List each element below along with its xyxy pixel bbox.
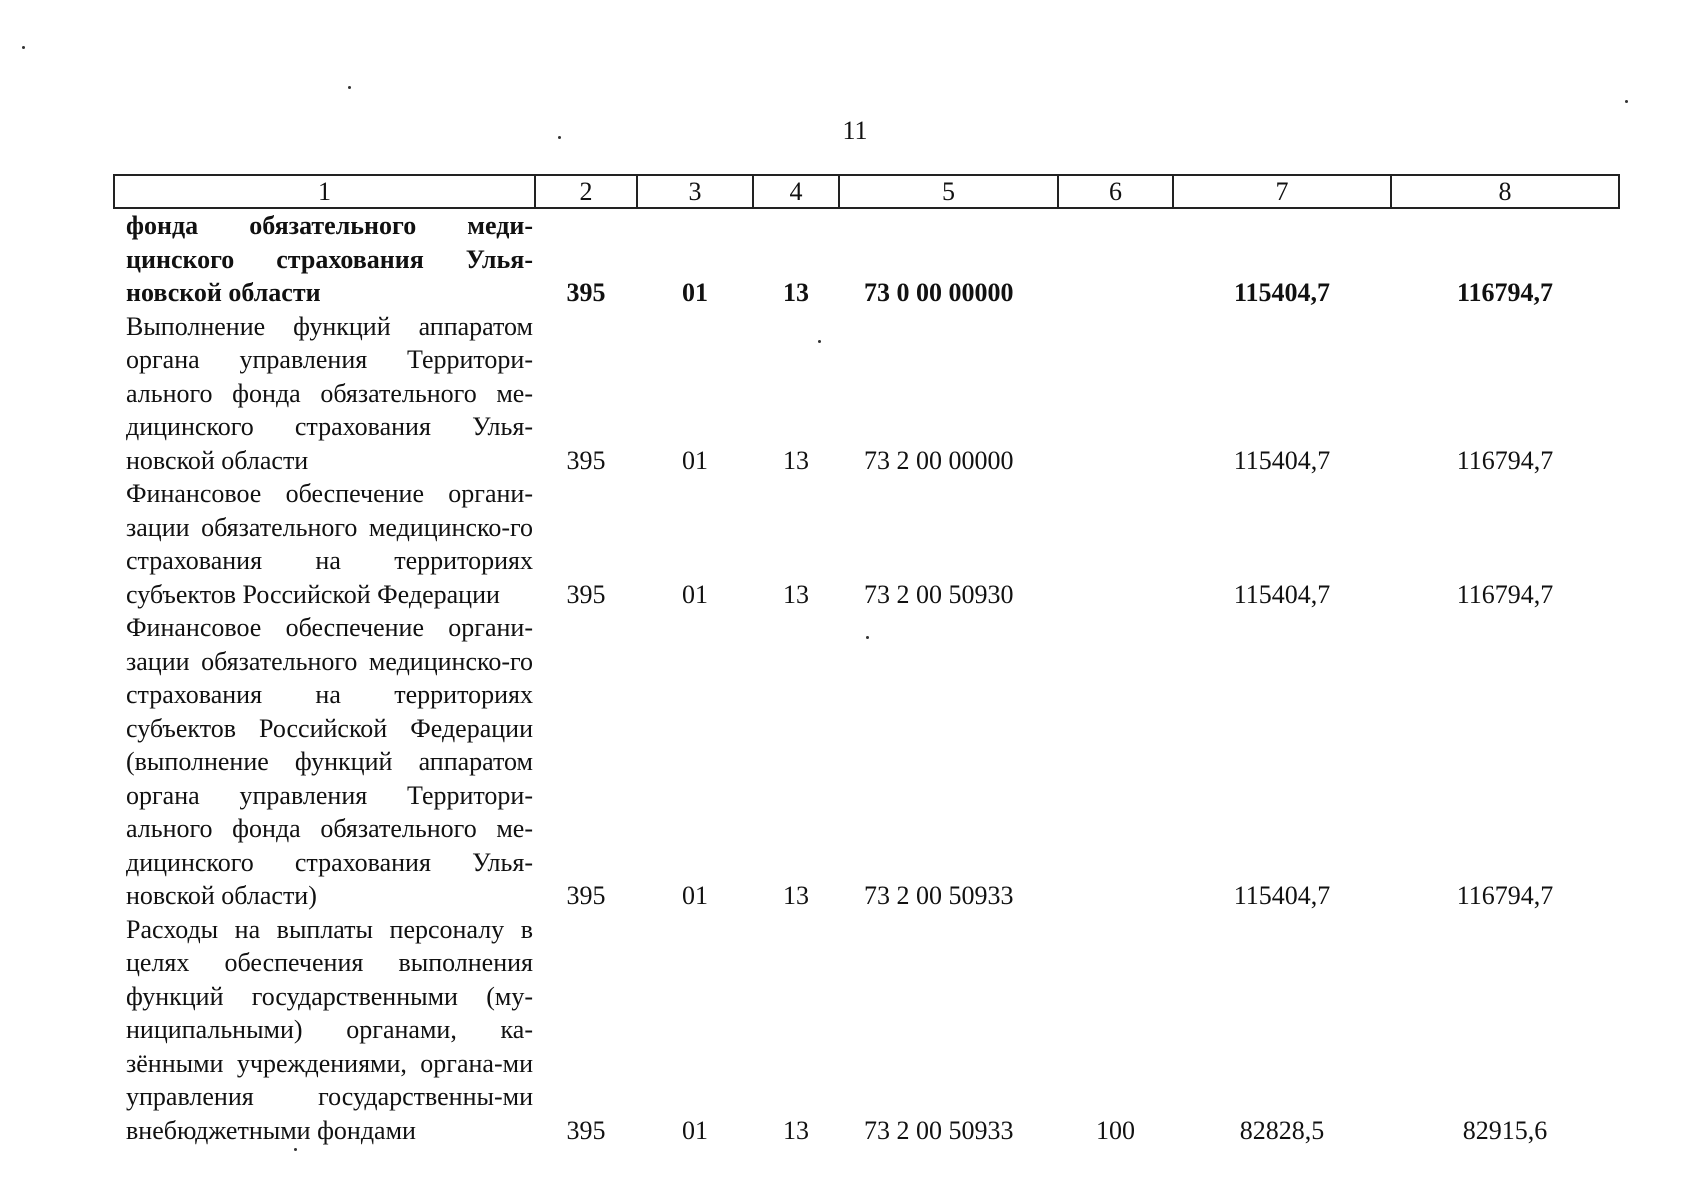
- row-admin-code: 395: [566, 579, 606, 609]
- column-header-8: 8: [1391, 175, 1619, 208]
- row-name: фонда обязательного меди-цинского страхования Улья-новской области: [126, 211, 533, 307]
- row-subsection: 13: [783, 579, 809, 609]
- row-target-article: 73 2 00 50933: [864, 881, 1014, 910]
- row-subsection: 13: [783, 881, 809, 910]
- row-name: Выполнение функций аппаратом органа управления Территори-ального фонда обязательного ме-дицинского страхования Улья-новской области: [126, 311, 533, 475]
- row-amount-year1: 115404,7: [1233, 579, 1331, 609]
- scan-speck: [558, 136, 561, 139]
- row-section: 01: [682, 1115, 708, 1145]
- row-expense-type: [1058, 611, 1173, 913]
- row-subsection: 13: [783, 445, 809, 475]
- row-subsection: 13: [783, 278, 809, 307]
- row-target-article: 73 2 00 50933: [864, 1115, 1014, 1145]
- scan-speck: [22, 46, 25, 49]
- row-admin-code: 395: [566, 881, 606, 910]
- row-name: Расходы на выплаты персоналу в целях обеспечения выполнения функций государственными (му-ниципальными) органами, ка-зёнными учреждениями, органа-ми управления государственны-ми внебюджетными фондами: [126, 914, 533, 1145]
- row-expense-type: [1058, 208, 1173, 310]
- row-admin-code: 395: [566, 278, 606, 307]
- row-target-article: 73 2 00 00000: [864, 445, 1014, 475]
- row-amount-year1: 115404,7: [1233, 881, 1331, 910]
- row-target-article: 73 0 00 00000: [864, 278, 1014, 307]
- table-row: [114, 611, 1619, 913]
- column-header-2: 2: [535, 175, 637, 208]
- row-amount-year1: 115404,7: [1233, 445, 1331, 475]
- column-header-7: 7: [1173, 175, 1391, 208]
- row-subsection: 13: [783, 1115, 809, 1145]
- column-header-4: 4: [753, 175, 839, 208]
- budget-table: [113, 174, 1620, 1147]
- row-section: 01: [682, 881, 708, 910]
- row-expense-type: 100: [1096, 1115, 1135, 1145]
- table-row: [114, 208, 1619, 310]
- column-header-6: 6: [1058, 175, 1173, 208]
- row-admin-code: 395: [566, 445, 606, 475]
- scan-speck: [348, 86, 351, 89]
- column-header-3: 3: [637, 175, 753, 208]
- row-expense-type: [1058, 310, 1173, 478]
- column-header-5: 5: [839, 175, 1058, 208]
- scan-speck: [1625, 100, 1628, 103]
- row-amount-year2: 116794,7: [1456, 881, 1554, 910]
- row-amount-year2: 116794,7: [1456, 278, 1554, 307]
- row-amount-year1: 82828,5: [1239, 1115, 1325, 1145]
- row-amount-year2: 116794,7: [1456, 445, 1554, 475]
- row-section: 01: [682, 445, 708, 475]
- row-section: 01: [682, 579, 708, 609]
- row-amount-year2: 82915,6: [1462, 1115, 1548, 1145]
- scan-speck: [818, 340, 821, 343]
- table-header-row: [114, 175, 1619, 208]
- row-name: Финансовое обеспечение органи-зации обязательного медицинско-го страхования на территориях субъектов Российской Федерации: [126, 479, 533, 609]
- row-section: 01: [682, 278, 708, 307]
- row-amount-year1: 115404,7: [1233, 278, 1331, 307]
- row-admin-code: 395: [566, 1115, 606, 1145]
- row-expense-type: [1058, 477, 1173, 611]
- page-number: 11: [842, 116, 868, 145]
- table-row: [114, 913, 1619, 1148]
- column-header-1: 1: [114, 175, 535, 208]
- scan-speck: [294, 1148, 297, 1151]
- table-row: [114, 310, 1619, 478]
- row-name: Финансовое обеспечение органи-зации обязательного медицинско-го страхования на территориях субъектов Российской Федерации (выполнение функций аппаратом органа управления Территори-ального фонда обязательного ме-дицинского страхования Улья-новской области): [126, 613, 533, 910]
- row-target-article: 73 2 00 50930: [864, 579, 1014, 609]
- row-amount-year2: 116794,7: [1456, 579, 1554, 609]
- scan-speck: [866, 636, 869, 639]
- table-row: [114, 477, 1619, 611]
